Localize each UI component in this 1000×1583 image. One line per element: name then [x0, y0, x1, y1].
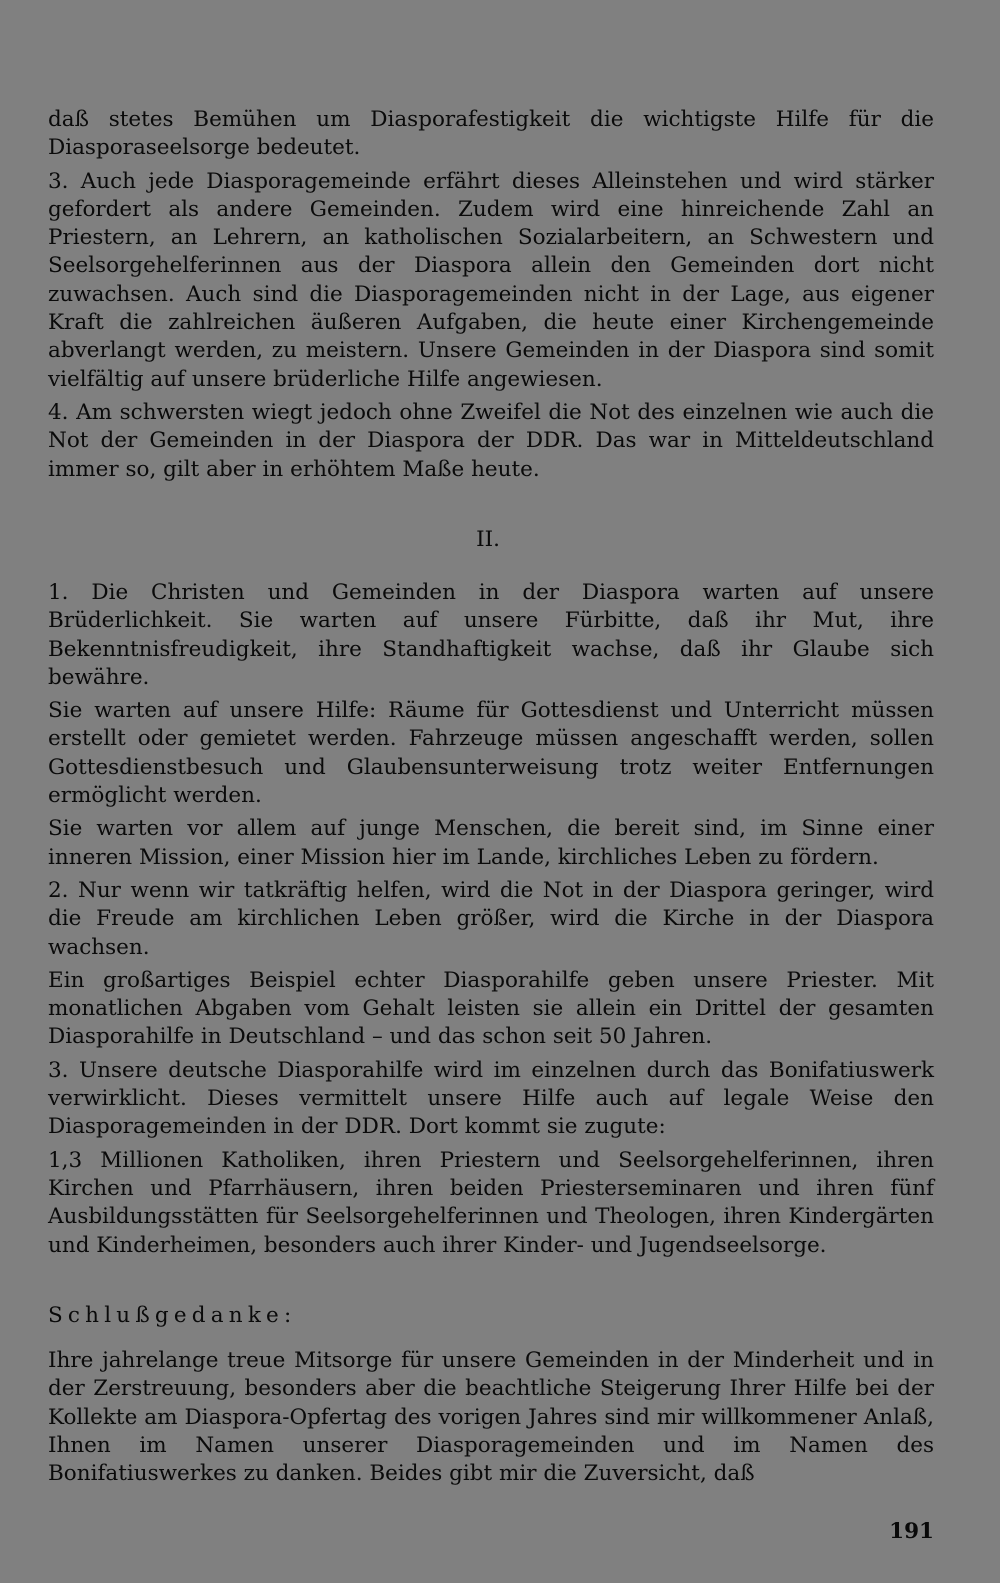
closing-heading: Schlußgedanke:	[48, 1303, 297, 1328]
paragraph-point-3: 3. Auch jede Diasporagemeinde erfährt dieses Alleinstehen und wird stärker gefordert als andere Gemeinden. Zudem wird eine hinreichende Zahl an Priestern, an Lehrern, an katholischen Sozialarbeitern, an Schwestern und Seelsorgehelferinnen aus der Diaspora allein den Gemeinden dort nicht zuwachsen. Auch sind die Diasporagemeinden nicht in der Lage, aus eigener Kraft die zahlreichen äußeren Aufgaben, die heute einer Kirchengemeinde abverlangt werden, zu meistern. Unsere Gemeinden in der Diaspora sind somit vielfältig auf unsere brüderliche Hilfe angewiesen.	[48, 168, 934, 392]
paragraph-point-2: 2. Nur wenn wir tatkräftig helfen, wird die Not in der Diaspora geringer, wird die Freude am kirchlichen Leben größer, wird die Kirche in der Diaspora wachsen.	[48, 877, 934, 960]
closing-section	[48, 1347, 934, 1488]
paragraph-continuation: daß stetes Bemühen um Diasporafestigkeit die wichtigste Hilfe für die Diasporaseelsorge bedeutet.	[48, 107, 934, 161]
paragraph-point-1: 1. Die Christen und Gemeinden in der Diaspora warten auf unsere Brüderlichkeit. Sie warten auf unsere Fürbitte, daß ihr Mut, ihre Bekenntnisfreudigkeit, ihre Standhaftigkeit wachse, daß ihr Glaube sich bewähre.	[48, 580, 934, 690]
paragraph-beneficiaries: 1,3 Millionen Katholiken, ihren Priestern und Seelsorgehelferinnen, ihren Kirchen und Pfarrhäusern, ihren beiden Priesterseminaren und ihren fünf Ausbildungsstätten für Seelsorgehelferinnen und Theologen, ihren Kindergärten und Kinderheimen, besonders auch ihrer Kinder- und Jugendseelsorge.	[48, 1147, 934, 1258]
paragraph-young-people: Sie warten vor allem auf junge Menschen, die bereit sind, im Sinne einer inneren Mission, einer Mission hier im Lande, kirchliches Leben zu fördern.	[48, 816, 934, 870]
page-number: 191	[889, 1519, 934, 1544]
paragraph-closing: Ihre jahrelange treue Mitsorge für unsere Gemeinden in der Minderheit und in der Zerstreuung, besonders aber die beachtliche Steigerung Ihrer Hilfe bei der Kollekte am Diaspora-Opfertag des vorigen Jahres sind mir willkommener Anlaß, Ihnen im Namen unserer Diasporagemeinden und im Namen des Bonifatiuswerkes zu danken. Beides gibt mir die Zuversicht, daß	[48, 1348, 934, 1487]
section-two	[48, 579, 934, 1260]
paragraph-point-4: 4. Am schwersten wiegt jedoch ohne Zweifel die Not des einzelnen wie auch die Not der Gemeinden in der Diaspora der DDR. Das war in Mitteldeutschland immer so, gilt aber in erhöhtem Maße heute.	[48, 399, 934, 482]
paragraph-help: Sie warten auf unsere Hilfe: Räume für Gottesdienst und Unterricht müssen erstellt oder gemietet werden. Fahrzeuge müssen angeschafft werden, sollen Gottesdienstbesuch und Glaubensunterweisung trotz weiter Entfernungen ermöglicht werden.	[48, 698, 934, 809]
paragraph-point-3-bonifatius: 3. Unsere deutsche Diasporahilfe wird im einzelnen durch das Bonifatiuswerk verwirklicht. Dieses vermittelt unsere Hilfe auch auf legale Weise den Diasporagemeinden in der DDR. Dort kommt sie zugute:	[48, 1057, 934, 1140]
section-heading-roman-two: II.	[476, 527, 500, 552]
paragraph-priests-example: Ein großartiges Beispiel echter Diasporahilfe geben unsere Priester. Mit monatlichen Abgaben vom Gehalt leisten sie allein ein Drittel der gesamten Diasporahilfe in Deutschland – und das schon seit 50 Jahren.	[48, 967, 934, 1050]
section-one	[48, 106, 934, 484]
